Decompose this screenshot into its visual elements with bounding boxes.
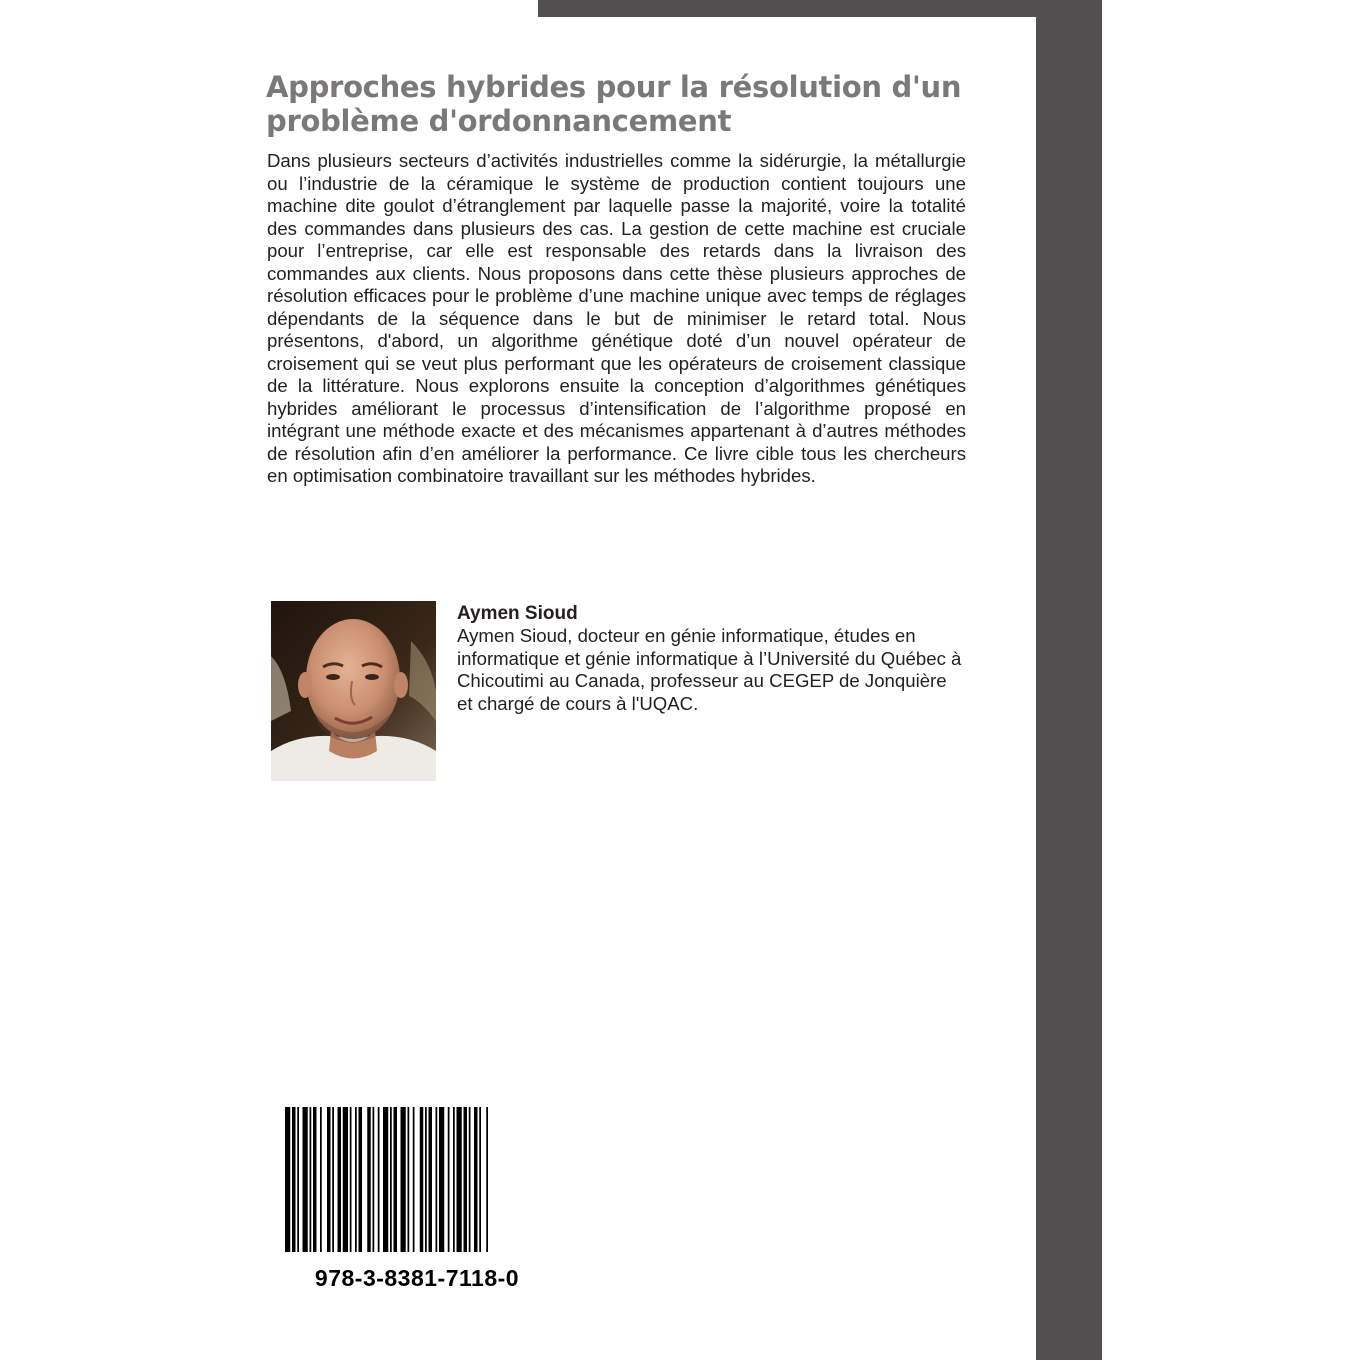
isbn-number: 978-3-8381-7118-0 [314,1265,520,1291]
barcode-bar [474,1107,478,1252]
isbn-barcode [283,1107,551,1252]
barcode-bar [464,1107,468,1252]
barcode-bar [285,1107,290,1252]
barcode-bar [408,1107,410,1252]
book-description: Dans plusieurs secteurs d’activités industrielles comme la sidérurgie, la métallurgie ou l’industrie de la céramique le système de production contient toujours une machine dite goulot d’étranglement par laquelle passe la majorité, voire la totalité des commandes dans plusieurs des cas. La gestion de cette machine est cruciale pour l’entreprise, car elle est responsable des retards dans la livraison des commandes aux clients. Nous proposons dans cette thèse plusieurs approches de résolution efficaces pour le problème d’une machine unique avec temps de réglages dépendants de la séquence dans le but de minimiser le retard total. Nous présentons, d'abord, un algorithme génétique doté d’un nouvel opérateur de croisement qui se veut plus performant que les opérateurs de croisement classique de la littérature. Nous explorons ensuite la conception d’algorithmes génétiques hybrides améliorant le processus d’intensification de l’algorithme proposé en intégrant une méthode exacte et des mécanismes appartenant à d’autres méthodes de résolution afin d’en améliorer la performance. Ce livre cible tous les chercheurs en optimisation combinatoire travaillant sur les méthodes hybrides. [267,150,966,486]
top-color-band [538,0,1102,17]
barcode-bar [297,1107,299,1252]
barcode-bar [453,1107,455,1252]
barcode-bar [327,1107,331,1252]
barcode-bar [373,1107,375,1252]
barcode-bar [479,1107,481,1252]
barcode-bar [425,1107,427,1252]
book-title: Approches hybrides pour la résolution d'un problème d'ordonnancement [266,70,962,138]
barcode-bar [448,1107,450,1252]
barcode-bar [303,1107,308,1252]
barcode-bar [420,1107,424,1252]
barcode-bar [439,1107,444,1252]
barcode-bar [469,1107,471,1252]
barcode-bar [359,1107,363,1252]
barcode-bar [343,1107,348,1252]
barcode-bar [355,1107,357,1252]
barcode-bar [310,1107,312,1252]
barcode-bar [332,1107,334,1252]
barcode-bar [313,1107,317,1252]
author-photo [271,601,436,781]
barcode-bar [486,1107,488,1252]
barcode-bar [320,1107,322,1252]
barcode-bar [394,1107,398,1252]
barcode-bar [457,1107,462,1252]
spine-color-band [1036,0,1102,1360]
author-name: Aymen Sioud [457,603,578,624]
barcode-bar [350,1107,352,1252]
barcode-bar [436,1107,438,1252]
barcode-bar [383,1107,388,1252]
barcode-bar [390,1107,392,1252]
barcode-bar [292,1107,296,1252]
barcode-bar [378,1107,380,1252]
barcode-bar [413,1107,415,1252]
barcode-bar [401,1107,406,1252]
barcode-bar [367,1107,371,1252]
barcode-bar [429,1107,433,1252]
author-bio: Aymen Sioud, docteur en génie informatique, études en informatique et génie informatique à l’Université du Québec à Chicoutimi au Canada, professeur au CEGEP de Jonquière et chargé de cours à l'UQAC. [457,625,962,714]
barcode-bar [338,1107,342,1252]
